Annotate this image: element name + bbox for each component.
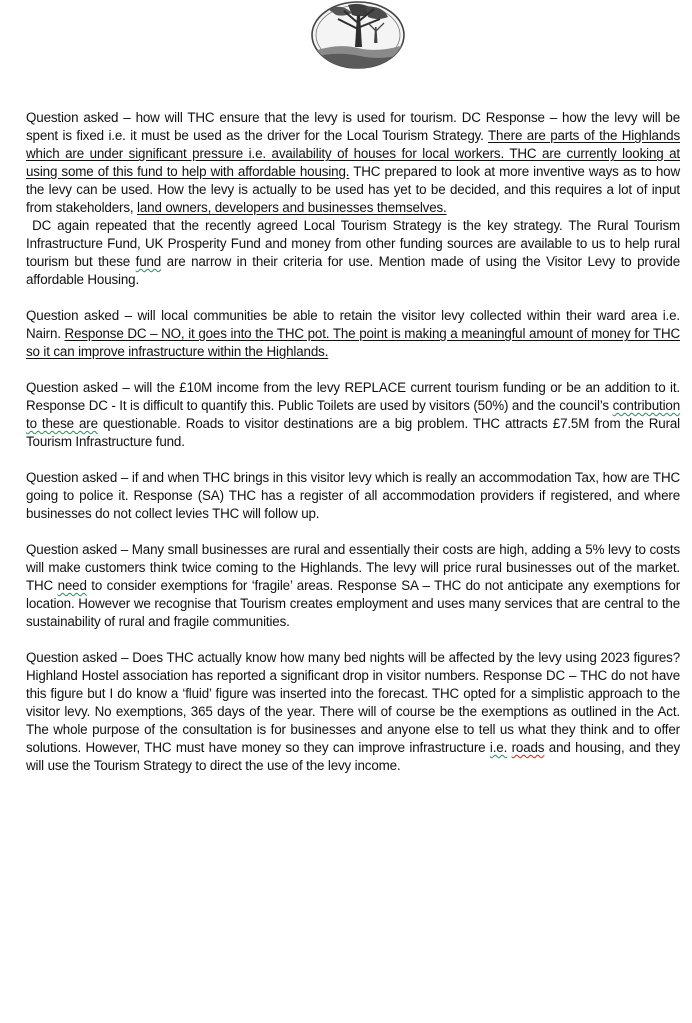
document-body bbox=[26, 109, 680, 775]
paragraph-text: DC again repeated that the recently agreed Local Tourism Strategy is the key strategy. The Rural Tourism Infrastructure Fund, UK Prosperity Fund and money from other funding sources are available to us to help rural tourism but these bbox=[26, 218, 680, 269]
paragraph-text: Question asked – Does THC actually know how many bed nights will be affected by the levy using 2023 figures? Highland Hostel association has reported a significant drop in visitor numbers. Response DC – THC do not have this figure but I do know a ‘fluid’ figure was inserted into the forecast. THC opted for a simplistic approach to the visitor levy. No exemptions, 365 days of the year. There will of course be the exemptions as outlined in the Act. The whole purpose of the consultation is for businesses and anyone else to tell us what they think and to offer solutions. However, THC must have money so they can improve infrastructure bbox=[26, 650, 680, 755]
paragraph-text: questionable. Roads to visitor destinations are a big problem. THC attracts £7.5M from the Rural Tourism Infrastructure fund. bbox=[26, 416, 681, 449]
paragraph-text: to consider exemptions for ‘fragile’ areas. Response SA – THC do not anticipate any exemptions for location. However we recognise that Tourism creates employment and uses many services that are central to the sustainability of rural and fragile communities. bbox=[26, 578, 681, 629]
grammar-flagged-text: contribution to these are bbox=[26, 398, 680, 431]
paragraph bbox=[26, 379, 680, 451]
paragraph-text: and housing, and they will use the Tourism Strategy to direct the use of the levy income. bbox=[26, 740, 680, 773]
spelling-flagged-text: roads bbox=[511, 740, 545, 755]
grammar-flagged-text: i.e. bbox=[489, 740, 508, 755]
paragraph-text: Question asked – Many small businesses are rural and essentially their costs are high, adding a 5% levy to costs will make customers think twice coming to the Highlands. The levy will price rural businesses out of the market. THC bbox=[26, 542, 680, 593]
paragraph bbox=[26, 307, 680, 361]
paragraph bbox=[26, 469, 680, 523]
paragraph bbox=[26, 541, 680, 631]
paragraph-text: Question asked – will the £10M income from the levy REPLACE current tourism funding or be an addition to it. Response DC - It is difficult to quantify this. Public Toilets are used by visitors (50%) and the council’s bbox=[26, 380, 680, 413]
grammar-flagged-text: need bbox=[57, 578, 87, 593]
underlined-text: Response DC – NO, it goes into the THC pot. The point is making a meaningful amount of money for THC so it can improve infrastructure within the Highlands. bbox=[26, 326, 680, 359]
paragraph bbox=[26, 109, 680, 217]
paragraph bbox=[26, 649, 680, 775]
paragraph bbox=[26, 217, 680, 289]
paragraph-text: Question asked – how will THC ensure that the levy is used for tourism. DC Response – how the levy will be spent is fixed i.e. it must be used as the driver for the Local Tourism Strategy. bbox=[26, 110, 680, 143]
underlined-text: land owners, developers and businesses themselves. bbox=[137, 200, 447, 215]
grammar-flagged-text: fund bbox=[135, 254, 162, 269]
paragraph-text: Question asked – if and when THC brings in this visitor levy which is really an accommodation Tax, how are THC going to police it. Response (SA) THC has a register of all accommodation providers if registered, and where businesses do not collect levies THC will follow up. bbox=[26, 470, 680, 521]
tree-landscape-emblem-icon bbox=[308, 1, 408, 71]
paragraph-text: Question asked – will local communities be able to retain the visitor levy collected within their ward area i.e. Nairn. bbox=[26, 308, 680, 341]
paragraph-text: are narrow in their criteria for use. Mention made of using the Visitor Levy to provide affordable Housing. bbox=[26, 254, 681, 287]
logo bbox=[308, 1, 408, 71]
underlined-text: There are parts of the Highlands which are under significant pressure i.e. availability of houses for local workers. THC are currently looking at using some of this fund to help with affordable housing. bbox=[26, 128, 680, 179]
paragraph-text: THC prepared to look at more inventive ways as to how the levy can be used. How the levy is actually to be used has yet to be decided, and this requires a lot of input from stakeholders, bbox=[26, 164, 680, 215]
